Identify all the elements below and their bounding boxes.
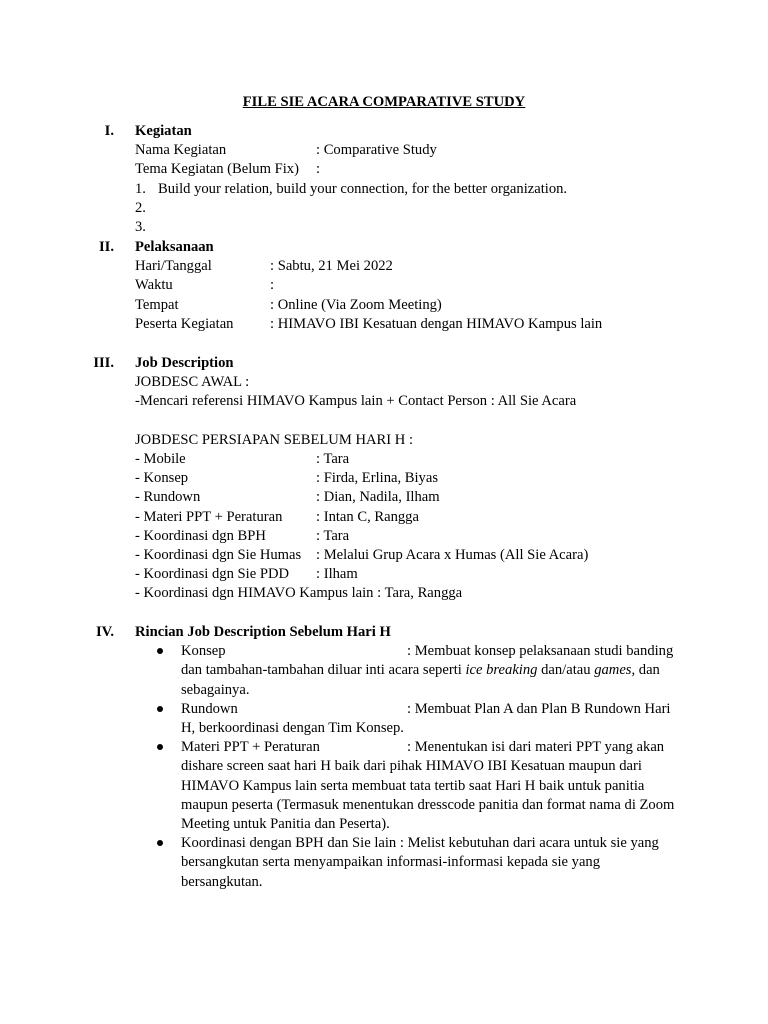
section-number: III. — [93, 355, 114, 371]
document-title: FILE SIE ACARA COMPARATIVE STUDY — [242, 94, 526, 110]
bullet-icon — [157, 706, 163, 712]
field-value: : HIMAVO IBI Kesatuan dengan HIMAVO Kampus lain — [270, 315, 603, 332]
list-text: Build your relation, build your connection, for the better organization. — [158, 180, 568, 197]
assignee-value: : Ilham — [316, 566, 358, 583]
assignee-value: : Melalui Grup Acara x Humas (All Sie Acara) — [316, 547, 589, 564]
assignment-row — [135, 488, 695, 507]
section-heading: Pelaksanaan — [135, 239, 214, 255]
field-value: : Online (Via Zoom Meeting) — [270, 296, 442, 313]
assignment-row — [135, 469, 695, 488]
bullet-item-konsep — [155, 642, 680, 700]
assignee-value: : Intan C, Rangga — [316, 508, 419, 525]
italic-term: ice breaking — [465, 662, 538, 679]
assignment-row — [135, 527, 695, 546]
bullet-label: Materi PPT + Peraturan — [181, 739, 320, 756]
field-row — [135, 141, 695, 160]
bullet-label: Konsep — [181, 643, 226, 660]
assignment-row — [135, 565, 695, 584]
bullet-text: dan/atau — [537, 662, 595, 679]
list-number: 2. — [135, 199, 146, 216]
assignee-value: : Dian, Nadila, Ilham — [316, 489, 440, 506]
field-row — [135, 276, 695, 295]
subheading: JOBDESC PERSIAPAN SEBELUM HARI H : — [135, 431, 414, 448]
bullet-icon — [157, 840, 163, 846]
section-number: I. — [104, 123, 114, 139]
bullet-item-koordinasi — [155, 834, 680, 892]
bullet-item-materi — [155, 738, 680, 834]
field-label: Tema Kegiatan (Belum Fix) — [135, 161, 299, 178]
field-label: Waktu — [135, 277, 173, 294]
bullet-icon — [157, 744, 163, 750]
bullet-label: Rundown — [181, 700, 238, 717]
list-number: 3. — [135, 219, 146, 236]
assignee-value: : Tara — [316, 451, 350, 467]
field-label: Peserta Kegiatan — [135, 315, 234, 332]
list-item — [135, 180, 695, 199]
field-row — [135, 315, 695, 334]
section-number: IV. — [96, 624, 114, 640]
field-value: : — [270, 277, 275, 294]
field-row — [135, 160, 695, 179]
field-row — [135, 257, 695, 276]
field-row — [135, 296, 695, 315]
task-label: - Konsep — [135, 470, 189, 487]
task-label: - Mobile — [135, 451, 186, 467]
assignment-row — [135, 546, 695, 565]
bullet-list — [155, 642, 680, 892]
assignment-row — [135, 450, 695, 469]
bullet-text: : Membuat Plan A dan Plan B Rundown Hari H, berkoordinasi dengan Tim Konsep. — [181, 700, 671, 736]
field-value: : Sabtu, 21 Mei 2022 — [270, 258, 393, 275]
bullet-text: Koordinasi dengan BPH dan Sie lain : Melist kebutuhan dari acara untuk sie yang bersangkutan serta menyampaikan informasi-informasi kepada sie yang bersangkutan. — [181, 835, 659, 890]
section-body — [135, 354, 695, 604]
text-line: -Mencari referensi HIMAVO Kampus lain + Contact Person : All Sie Acara — [135, 393, 577, 410]
task-label: - Rundown — [135, 489, 201, 506]
task-label: - Koordinasi dgn Sie PDD — [135, 566, 290, 583]
section-heading: Kegiatan — [135, 123, 192, 139]
bullet-text: , dan sebagainya. — [181, 662, 660, 698]
task-label: - Materi PPT + Peraturan — [135, 508, 283, 525]
section-body — [135, 122, 695, 237]
field-value: : — [316, 161, 321, 178]
bullet-text: : Membuat konsep pelaksanaan studi banding dan tambahan-tambahan diluar inti acara seperti — [181, 643, 674, 679]
list-number: 1. — [135, 180, 146, 197]
bullet-text: : Menentukan isi dari materi PPT yang akan dishare screen saat hari H baik dari pihak HIMAVO IBI Kesatuan maupun dari HIMAVO Kampus lain serta membuat tata tertib saat Hari H baik untuk panitia maupun peserta (Termasuk menentukan dresscode panitia dan format nama di Zoom Meeting untuk Panitia dan Peserta). — [181, 739, 675, 833]
italic-term: games — [594, 662, 632, 679]
section-heading: Rincian Job Description Sebelum Hari H — [135, 624, 391, 640]
section-heading-wrap — [135, 623, 695, 642]
assignment-row — [135, 508, 695, 527]
field-label: Hari/Tanggal — [135, 258, 212, 275]
list-item — [135, 218, 695, 237]
section-number: II. — [98, 239, 114, 255]
field-value: : Comparative Study — [316, 142, 437, 159]
subheading: JOBDESC AWAL : — [135, 374, 250, 391]
assignee-value: : Firda, Erlina, Biyas — [316, 470, 439, 487]
bullet-icon — [157, 648, 163, 654]
section-heading: Job Description — [135, 355, 234, 371]
spacer — [135, 412, 695, 431]
field-label: Nama Kegiatan — [135, 142, 227, 159]
list-item — [135, 199, 695, 218]
assignee-value: : Tara — [316, 527, 350, 544]
bullet-item-rundown — [155, 700, 680, 738]
task-label: - Koordinasi dgn BPH — [135, 527, 266, 544]
field-label: Tempat — [135, 296, 179, 313]
section-body — [135, 238, 695, 334]
text-line: - Koordinasi dgn HIMAVO Kampus lain : Tara, Rangga — [135, 585, 463, 602]
task-label: - Koordinasi dgn Sie Humas — [135, 547, 302, 564]
